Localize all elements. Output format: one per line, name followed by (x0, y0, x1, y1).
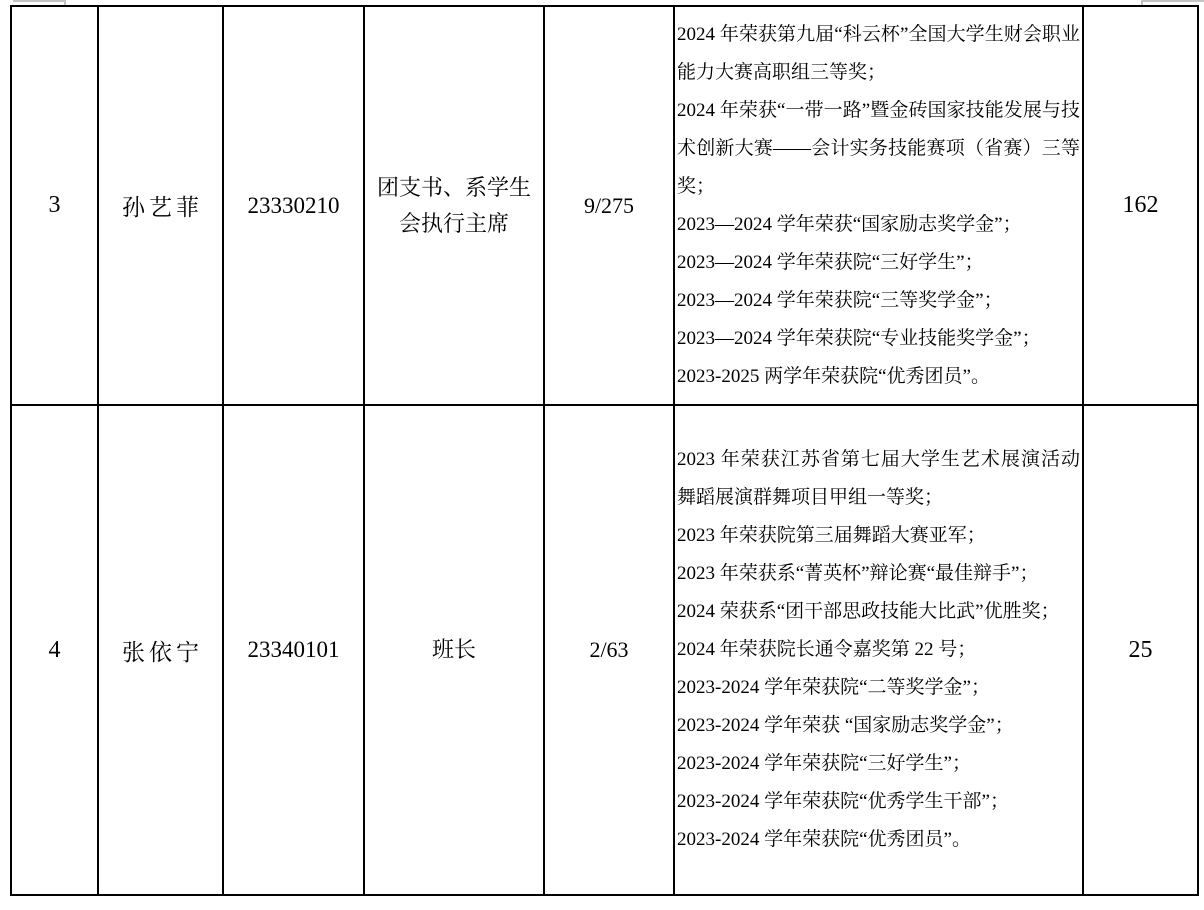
cell-student-name: 张依宁 (98, 405, 223, 895)
award-item: 2024 年荣获“一带一路”暨金砖国家技能发展与技术创新大赛——会计实务技能赛项（省赛）三等奖； (677, 99, 1080, 197)
cell-rank: 9/275 (544, 6, 674, 405)
award-item: 2023 年荣获院第三届舞蹈大赛亚军； (677, 525, 986, 546)
award-item: 2023—2024 学年荣获院“三好学生”； (677, 251, 984, 273)
award-item: 2023—2024 学年荣获院“专业技能奖学金”； (677, 327, 1041, 349)
award-item: 2023-2025 两学年荣获院“优秀团员”。 (677, 365, 990, 387)
cell-awards (674, 405, 1083, 895)
award-item: 2023 年荣获系“菁英杯”辩论赛“最佳辩手”； (677, 563, 1039, 584)
awards-list (677, 441, 1080, 859)
award-item: 2023-2024 学年荣获 “国家励志奖学金”； (677, 715, 1014, 736)
award-item: 2023-2024 学年荣获院“二等奖学金”； (677, 677, 990, 698)
cell-student-id: 23330210 (223, 6, 364, 405)
cell-awards (674, 6, 1083, 405)
student-awards-table (10, 5, 1199, 896)
cell-score: 162 (1083, 6, 1198, 405)
cell-student-name: 孙艺菲 (98, 6, 223, 405)
award-item: 2023-2024 学年荣获院“三好学生”； (677, 753, 971, 774)
table-row (11, 405, 1198, 895)
cell-rank: 2/63 (544, 405, 674, 895)
awards-list (677, 16, 1080, 396)
cell-score: 25 (1083, 405, 1198, 895)
cell-row-number: 3 (11, 6, 98, 405)
award-item: 2023 年荣获江苏省第七届大学生艺术展演活动舞蹈展演群舞项目甲组一等奖； (677, 449, 1080, 508)
cropped-gridline-top-left-horizontal (13, 0, 66, 2)
award-item: 2024 年荣获院长通令嘉奖第 22 号； (677, 639, 977, 660)
award-item: 2023-2024 学年荣获院“优秀学生干部”； (677, 791, 1009, 812)
cell-student-id: 23340101 (223, 405, 364, 895)
cropped-gridline-top-right-horizontal (1143, 0, 1204, 2)
award-item: 2024 年荣获第九届“科云杯”全国大学生财会职业能力大赛高职组三等奖； (677, 23, 1080, 83)
award-item: 2023-2024 学年荣获院“优秀团员”。 (677, 829, 971, 850)
table-row (11, 6, 1198, 405)
cell-position: 团支书、系学生会执行主席 (364, 6, 544, 405)
award-item: 2023—2024 学年荣获“国家励志奖学金”； (677, 213, 1022, 235)
cell-position: 班长 (364, 405, 544, 895)
award-item: 2023—2024 学年荣获院“三等奖学金”； (677, 289, 1003, 311)
cell-row-number: 4 (11, 405, 98, 895)
award-item: 2024 荣获系“团干部思政技能大比武”优胜奖； (677, 601, 1060, 622)
